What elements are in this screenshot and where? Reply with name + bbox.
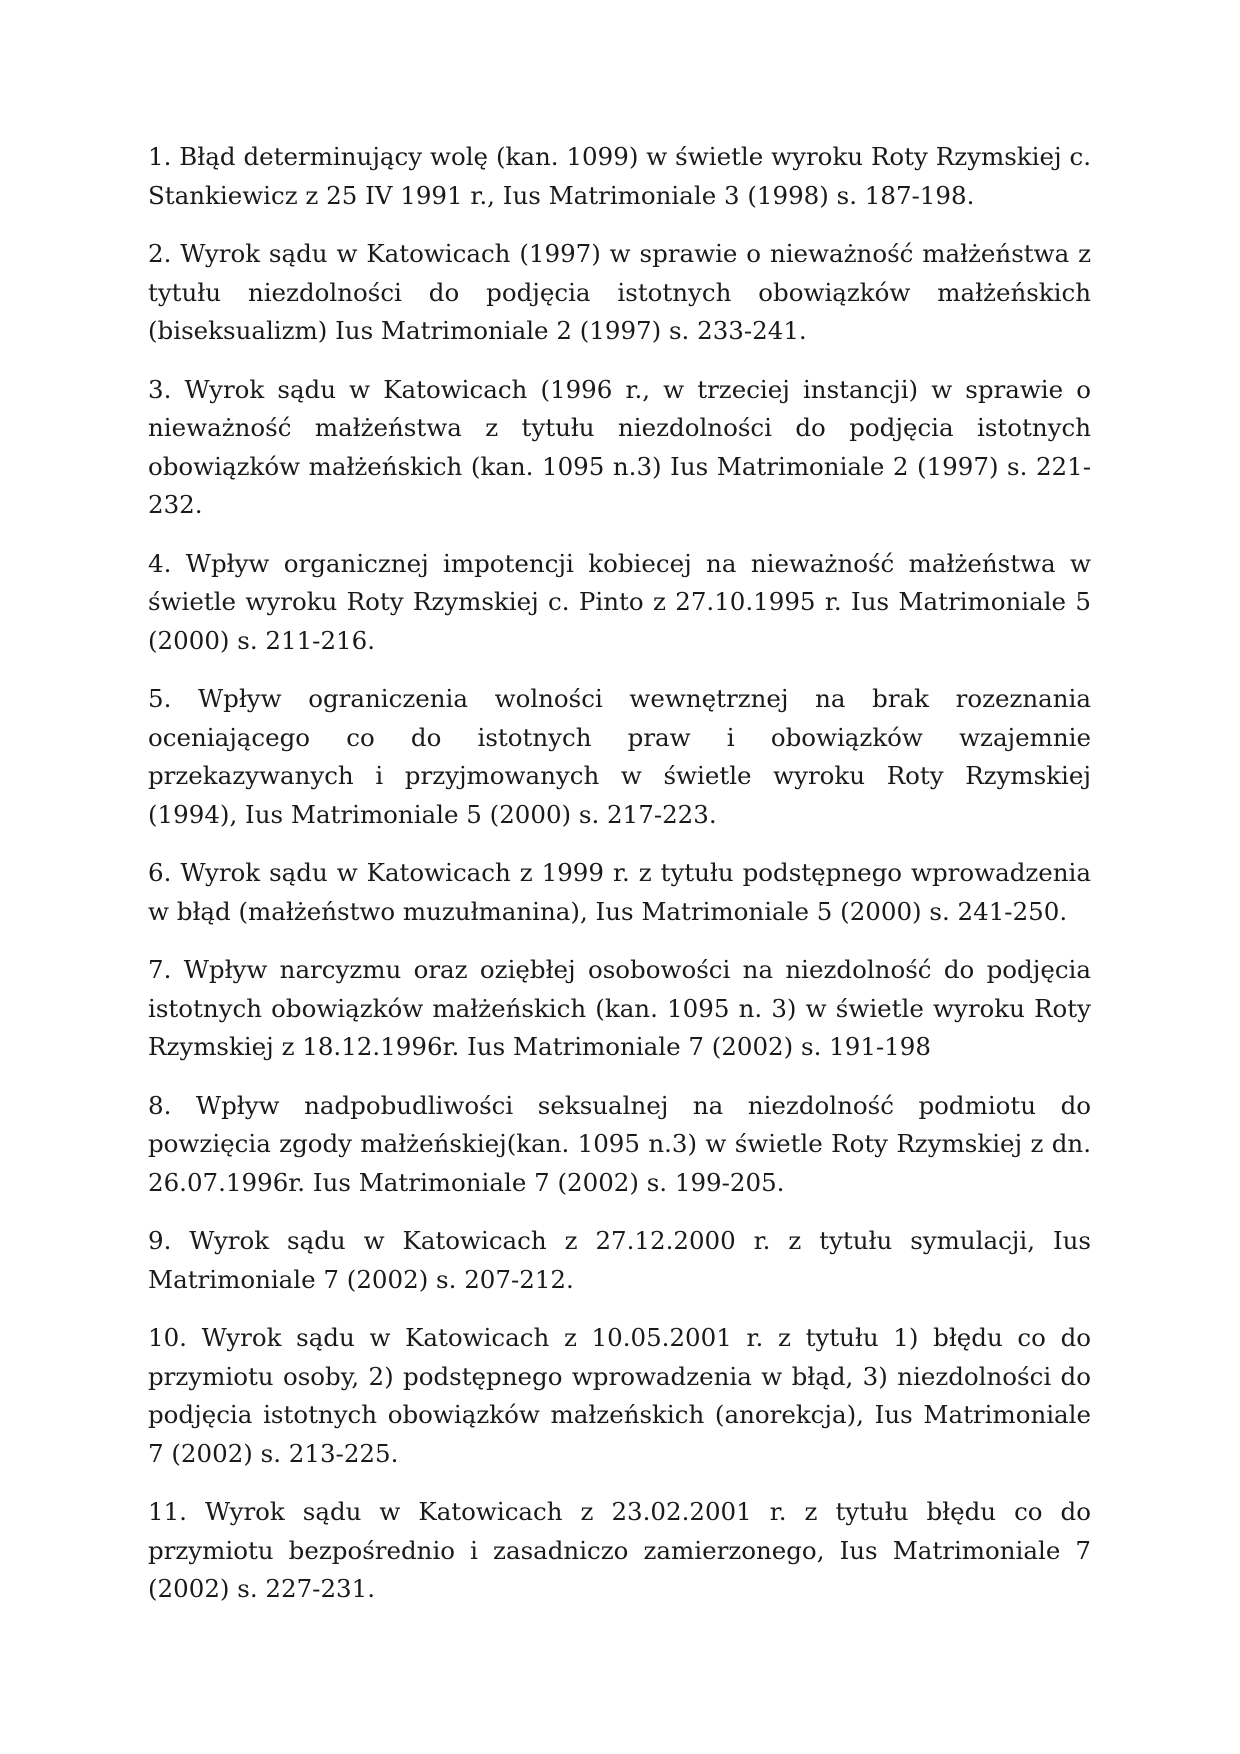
bibliography-entry-11: 11. Wyrok sądu w Katowicach z 23.02.2001 r. z tytułu błędu co do przymiotu bezpośrednio i zasadniczo zamierzonego, Ius Matrimoniale 7 (2002) s. 227-231. [148, 1497, 1091, 1603]
bibliography-entry-4: 4. Wpływ organicznej impotencji kobiecej na nieważność małżeństwa w świetle wyroku Roty Rzymskiej c. Pinto z 27.10.1995 r. Ius Matrimoniale 5 (2000) s. 211-216. [148, 548, 1091, 655]
bibliography-entry-5: 5. Wpływ ograniczenia wolności wewnętrznej na brak rozeznania oceniającego co do istotnych praw i obowiązków wzajemnie przekazywanych i przyjmowanych w świetle wyroku Roty Rzymskiej (1994), Ius Matrimoniale 5 (2000) s. 217-223. [148, 684, 1091, 829]
bibliography-entry-1: 1. Błąd determinujący wolę (kan. 1099) w świetle wyroku Roty Rzymskiej c. Stankiewicz z 25 IV 1991 r., Ius Matrimoniale 3 (1998) s. 187-198. [148, 142, 1091, 210]
bibliography-entry-10: 10. Wyrok sądu w Katowicach z 10.05.2001 r. z tytułu 1) błędu co do przymiotu osoby, 2) podstępnego wprowadzenia w błąd, 3) niezdolności do podjęcia istotnych obowiązków małzeńskich (anorekcja), Ius Matrimoniale 7 (2002) s. 213-225. [148, 1323, 1091, 1468]
bibliography-entry-3: 3. Wyrok sądu w Katowicach (1996 r., w trzeciej instancji) w sprawie o nieważność małżeństwa z tytułu niezdolności do podjęcia istotnych obowiązków małżeńskich (kan. 1095 n.3) Ius Matrimoniale 2 (1997) s. 221-232. [148, 374, 1091, 519]
bibliography-entry-6: 6. Wyrok sądu w Katowicach z 1999 r. z tytułu podstępnego wprowadzenia w błąd (małżeństwo muzułmanina), Ius Matrimoniale 5 (2000) s. 241-250. [148, 858, 1091, 926]
bibliography-entry-7: 7. Wpływ narcyzmu oraz oziębłej osobowości na niezdolność do podjęcia istotnych obowiązków małżeńskich (kan. 1095 n. 3) w świetle wyroku Roty Rzymskiej z 18.12.1996r. Ius Matrimoniale 7 (2002) s. 191-198 [148, 955, 1091, 1061]
bibliography-entry-2: 2. Wyrok sądu w Katowicach (1997) w sprawie o nieważność małżeństwa z tytułu niezdolności do podjęcia istotnych obowiązków małżeńskich (biseksualizm) Ius Matrimoniale 2 (1997) s. 233-241. [148, 239, 1091, 345]
bibliography-entry-8: 8. Wpływ nadpobudliwości seksualnej na niezdolność podmiotu do powzięcia zgody małżeńskiej(kan. 1095 n.3) w świetle Roty Rzymskiej z dn. 26.07.1996r. Ius Matrimoniale 7 (2002) s. 199-205. [148, 1090, 1091, 1197]
document-page [148, 138, 1091, 1629]
bibliography-entry-9: 9. Wyrok sądu w Katowicach z 27.12.2000 r. z tytułu symulacji, Ius Matrimoniale 7 (2002) s. 207-212. [148, 1226, 1091, 1294]
